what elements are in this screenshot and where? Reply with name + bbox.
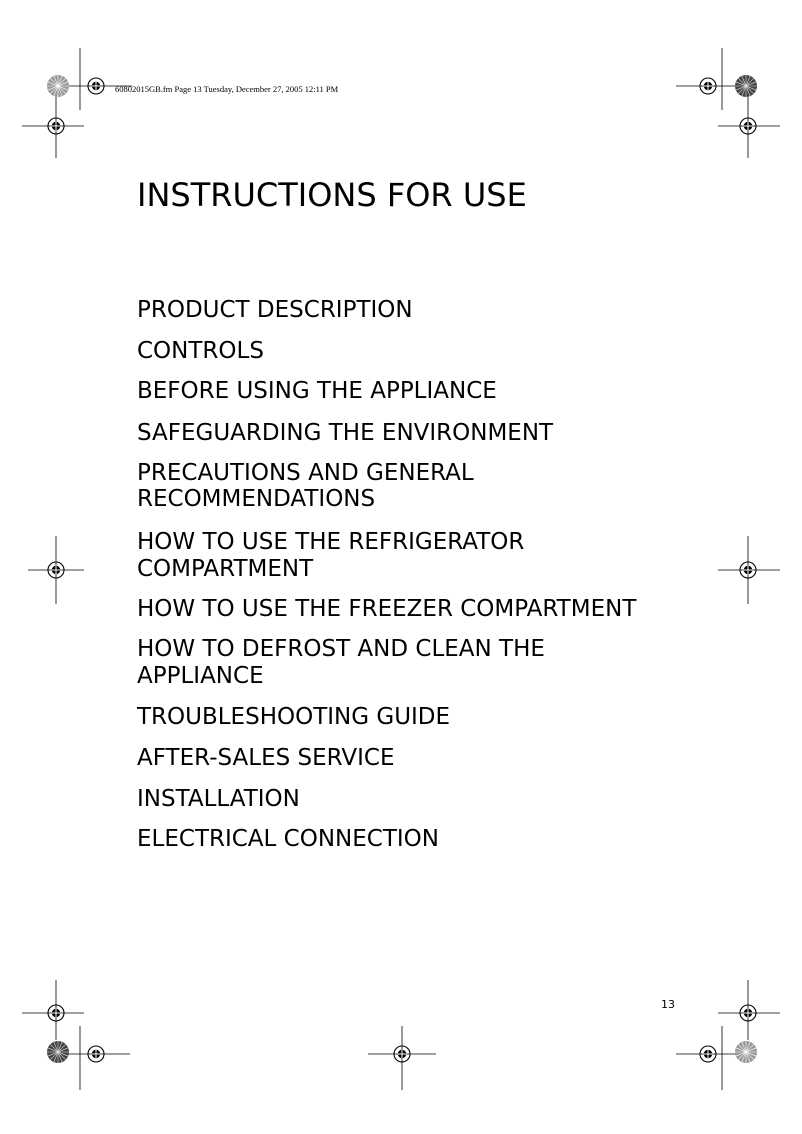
toc-controls: CONTROLS <box>137 338 264 364</box>
toc-precautions-line2: RECOMMENDATIONS <box>137 486 376 512</box>
toc-electrical-connection: ELECTRICAL CONNECTION <box>137 826 439 852</box>
toc-defrost-line2: APPLIANCE <box>137 663 264 689</box>
toc-precautions-line1: PRECAUTIONS AND GENERAL <box>137 460 474 486</box>
toc-refrigerator-line2: COMPARTMENT <box>137 556 314 582</box>
toc-before-using: BEFORE USING THE APPLIANCE <box>137 378 497 404</box>
toc-refrigerator-line1: HOW TO USE THE REFRIGERATOR <box>137 529 525 555</box>
toc-defrost-line1: HOW TO DEFROST AND CLEAN THE <box>137 636 545 662</box>
toc-product-description: PRODUCT DESCRIPTION <box>137 297 413 323</box>
toc-troubleshooting: TROUBLESHOOTING GUIDE <box>137 704 451 730</box>
page-title: INSTRUCTIONS FOR USE <box>137 176 527 214</box>
toc-safeguarding-environment: SAFEGUARDING THE ENVIRONMENT <box>137 420 554 446</box>
file-info-header: 60802015GB.fm Page 13 Tuesday, December 27, 2005 12:11 PM <box>115 84 339 94</box>
page-number: 13 <box>661 998 675 1011</box>
toc-freezer-compartment: HOW TO USE THE FREEZER COMPARTMENT <box>137 596 637 622</box>
toc-installation: INSTALLATION <box>137 786 300 812</box>
toc-after-sales: AFTER-SALES SERVICE <box>137 745 395 771</box>
